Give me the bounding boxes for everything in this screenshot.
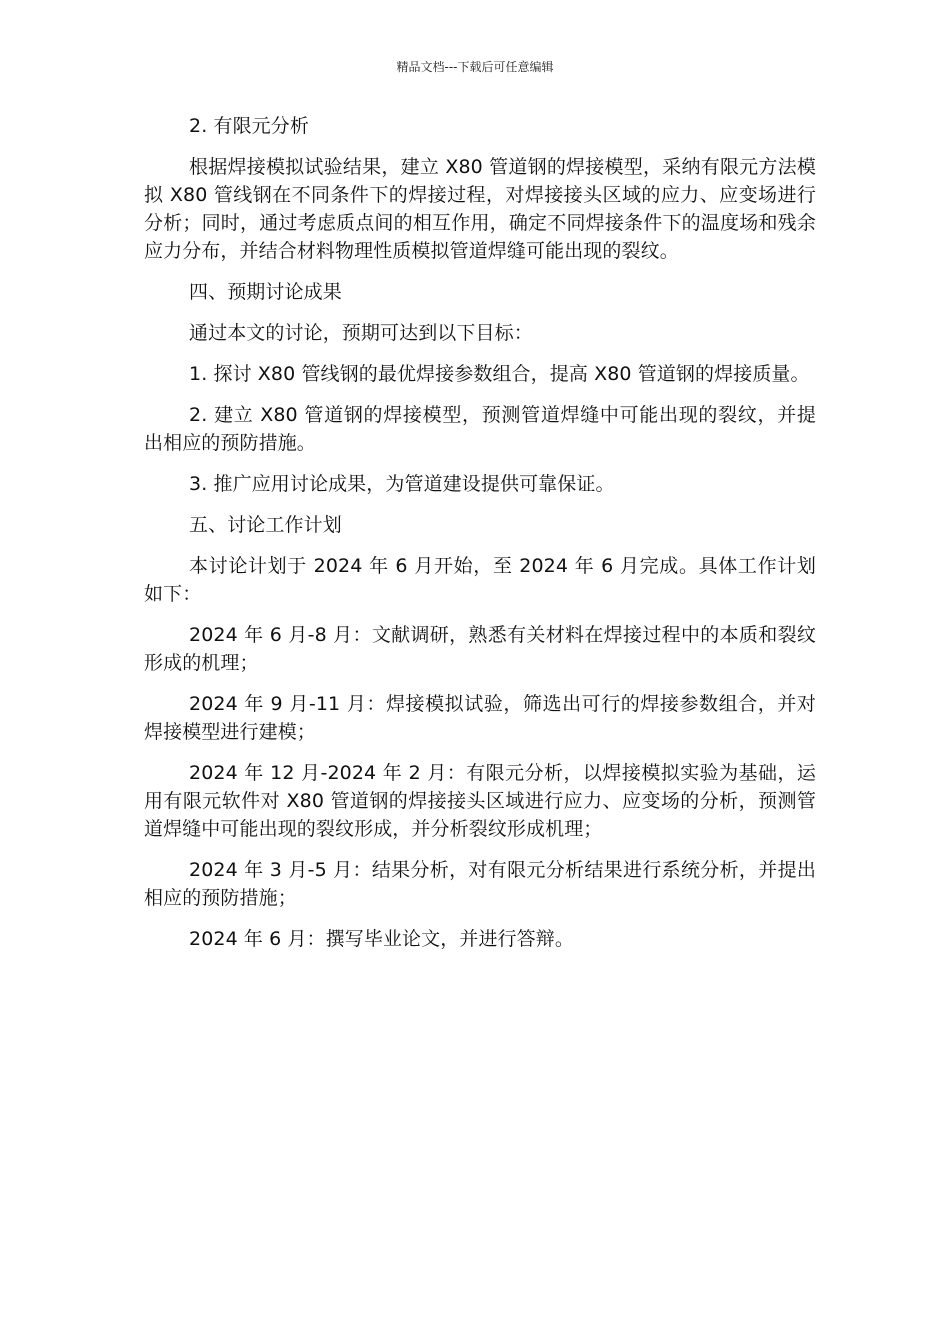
section-heading-work-plan: 五、讨论工作计划 bbox=[189, 514, 342, 536]
document-body bbox=[144, 112, 816, 966]
plan-item-analysis: 2024 年 3 月-5 月：结果分析，对有限元分析结果进行系统分析，并提出相应的预防措施； bbox=[144, 859, 816, 909]
paragraph-goals-intro: 通过本文的讨论，预期可达到以下目标： bbox=[189, 322, 533, 344]
plan-item-fea: 2024 年 12 月-2024 年 2 月：有限元分析，以焊接模拟实验为基础，运用有限元软件对 X80 管道钢的焊接接头区域进行应力、应变场的分析，预测管道焊缝中可能出现的裂纹形成，并分析裂纹形成机理； bbox=[144, 762, 816, 840]
goal-item-2: 2. 建立 X80 管道钢的焊接模型，预测管道焊缝中可能出现的裂纹，并提出相应的预防措施。 bbox=[144, 404, 816, 454]
section-heading-expected-results: 四、预期讨论成果 bbox=[189, 281, 342, 303]
paragraph-fea-description: 根据焊接模拟试验结果，建立 X80 管道钢的焊接模型，采纳有限元方法模拟 X80 管线钢在不同条件下的焊接过程，对焊接接头区域的应力、应变场进行分析；同时，通过考虑质点间的相互作用，确定不同焊接条件下的温度场和残余应力分布，并结合材料物理性质模拟管道焊缝可能出现的裂纹。 bbox=[144, 156, 816, 262]
plan-item-thesis: 2024 年 6 月：撰写毕业论文，并进行答辩。 bbox=[189, 928, 574, 950]
section-heading-fea: 2. 有限元分析 bbox=[189, 115, 309, 137]
paragraph-plan-intro: 本讨论计划于 2024 年 6 月开始，至 2024 年 6 月完成。具体工作计划如下： bbox=[144, 555, 816, 605]
plan-item-literature: 2024 年 6 月-8 月：文献调研，熟悉有关材料在焊接过程中的本质和裂纹形成的机理； bbox=[144, 624, 816, 674]
plan-item-simulation: 2024 年 9 月-11 月：焊接模拟试验，筛选出可行的焊接参数组合，并对焊接模型进行建模； bbox=[144, 693, 816, 743]
goal-item-1: 1. 探讨 X80 管线钢的最优焊接参数组合，提高 X80 管道钢的焊接质量。 bbox=[189, 363, 810, 385]
goal-item-3: 3. 推广应用讨论成果，为管道建设提供可靠保证。 bbox=[189, 473, 615, 495]
page-header: 精品文档---下载后可任意编辑 bbox=[396, 60, 554, 74]
